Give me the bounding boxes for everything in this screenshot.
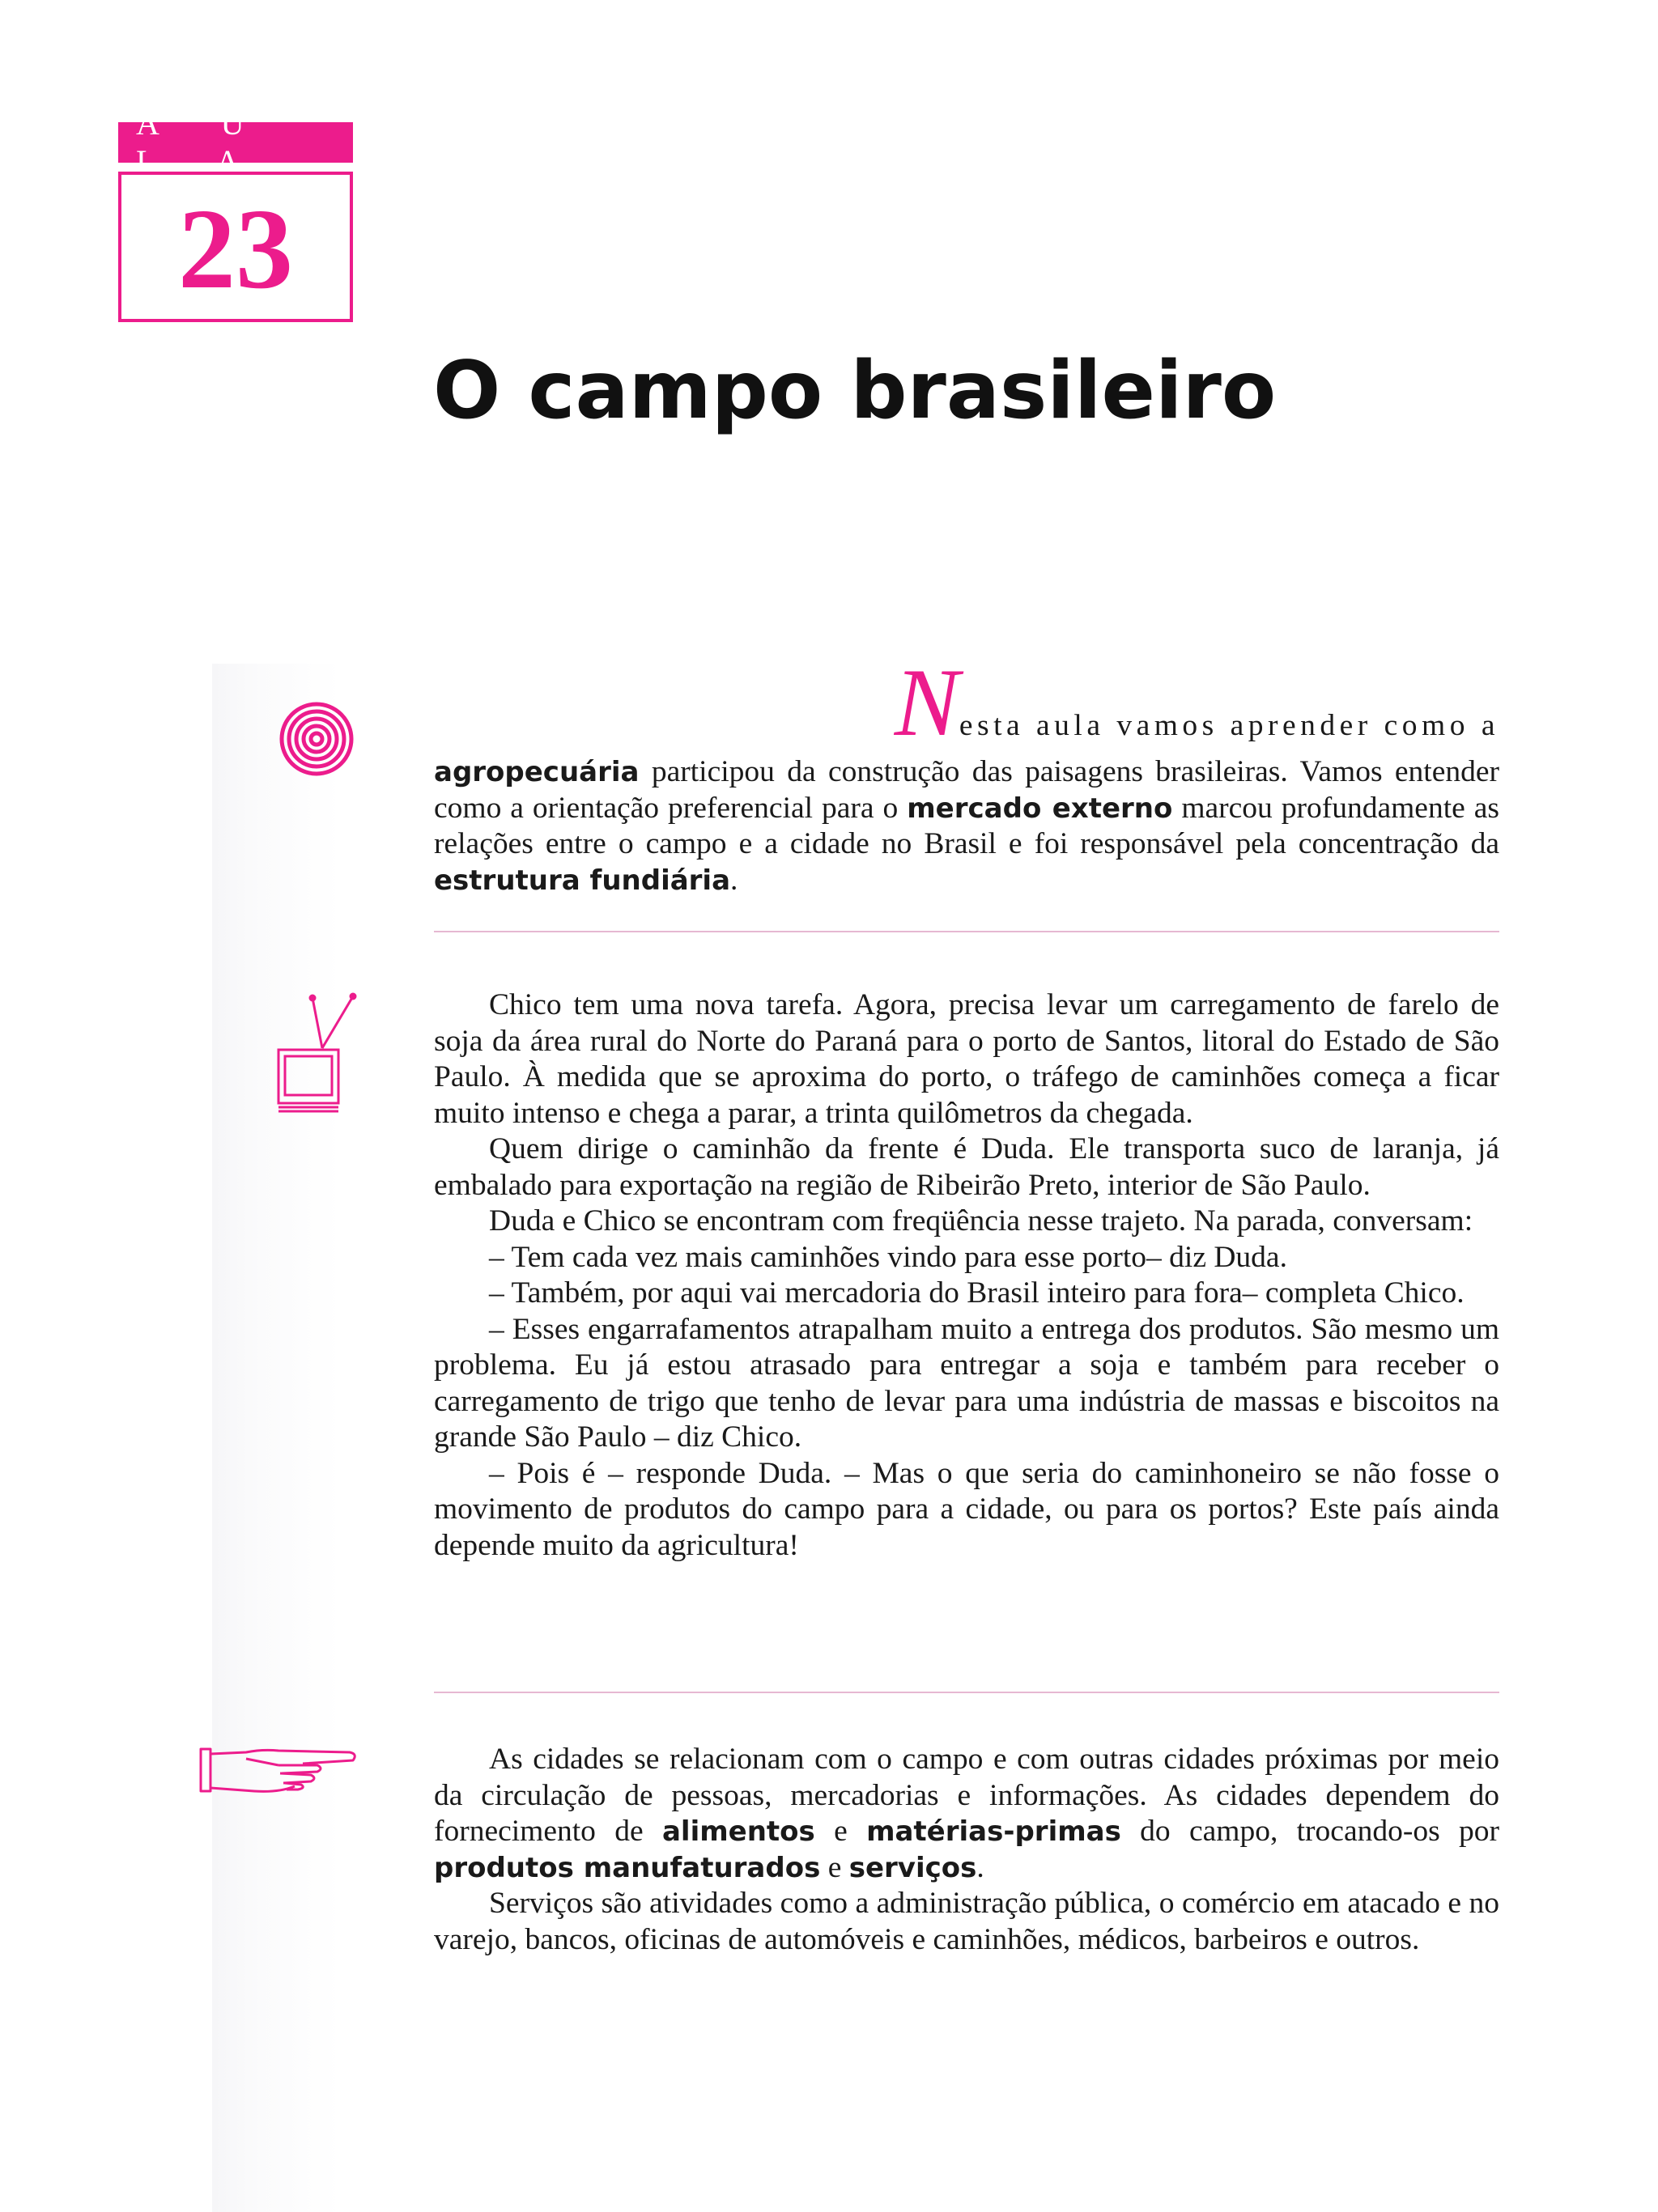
concept-section bbox=[434, 1742, 1499, 1958]
intro-lead-line bbox=[434, 648, 1499, 756]
dialogue-line: – Esses engarrafamentos atrapalham muito a entrega dos produtos. São mesmo um problema. Eu já estou atrasado para entregar a soja e também para receber o carregamento de trigo que tenho de levar para uma indústria de massas e biscoitos na grande São Paulo – diz Chico. bbox=[434, 1312, 1499, 1454]
dialogue-line: – Também, por aqui vai mercadoria do Brasil inteiro para fora– completa Chico. bbox=[489, 1276, 1465, 1310]
concept-text-1: As cidades se relacionam com o campo e com outras cidades próximas por meio da circulação de pessoas, mercadorias e informações. As cidades dependem do fornecimento de bbox=[434, 1743, 1499, 1848]
section-divider bbox=[434, 1692, 1499, 1693]
dialogue-line: – Tem cada vez mais caminhões vindo para esse porto– diz Duda. bbox=[489, 1240, 1287, 1274]
concept-text-2: e bbox=[814, 1815, 867, 1848]
keyword-servicos: serviços bbox=[848, 1851, 977, 1884]
concept-text-5: . bbox=[976, 1850, 984, 1884]
concept-paragraph bbox=[434, 1742, 1499, 1886]
intro-lead: esta aula vamos aprender como a bbox=[959, 709, 1499, 742]
aula-number: 23 bbox=[178, 185, 293, 312]
drop-cap: N bbox=[894, 648, 959, 756]
intro-text-3: . bbox=[730, 863, 738, 897]
page-title: O campo brasileiro bbox=[433, 345, 1277, 437]
aula-label: A U L A bbox=[136, 105, 272, 180]
concept-text-3: do campo, trocando-os por bbox=[1120, 1815, 1499, 1848]
story-paragraph: Duda e Chico se encontram com freqüência nesse trajeto. Na parada, conversam: bbox=[489, 1204, 1473, 1238]
aula-label-bar bbox=[118, 105, 353, 180]
concept-paragraph: Serviços são atividades como a administração pública, o comércio em atacado e no varejo, bancos, oficinas de automóveis e caminhões, médicos, barbeiros e outros. bbox=[434, 1887, 1499, 1956]
section-divider bbox=[434, 931, 1499, 932]
keyword-mercado-externo: mercado externo bbox=[907, 792, 1173, 825]
story-paragraph: Quem dirige o caminhão da frente é Duda. Ele transporta suco de laranja, já embalado para exportação na região de Ribeirão Preto, interior de São Paulo. bbox=[434, 1132, 1499, 1202]
keyword-alimentos: alimentos bbox=[661, 1815, 815, 1848]
concept-text-4: e bbox=[820, 1850, 849, 1884]
tv-icon bbox=[274, 991, 363, 1121]
intro-text-1: participou da construção das paisagens brasileiras. Vamos entender como a orientação preferencial para o bbox=[434, 755, 1499, 825]
keyword-materias-primas: matérias-primas bbox=[866, 1815, 1121, 1848]
intro-paragraph bbox=[434, 754, 1499, 898]
keyword-produtos-manufaturados: produtos manufaturados bbox=[434, 1851, 821, 1884]
keyword-estrutura-fundiaria: estrutura fundiária bbox=[434, 864, 731, 897]
intro-text-2: marcou profundamente as relações entre o campo e a cidade no Brasil e foi responsável pela concentração da bbox=[434, 791, 1499, 860]
story-section bbox=[434, 987, 1499, 1564]
keyword-agropecuaria: agropecuária bbox=[434, 756, 640, 788]
aula-number-box bbox=[118, 172, 353, 322]
intro-section bbox=[434, 648, 1499, 898]
pointing-hand-icon bbox=[198, 1744, 359, 1799]
story-paragraph: Chico tem uma nova tarefa. Agora, precisa levar um carregamento de farelo de soja da área rural do Norte do Paraná para o porto de Santos, litoral do Estado de São Paulo. À medida que se aproxima do porto, o tráfego de caminhões começa a ficar muito intenso e chega a parar, a trinta quilômetros da chegada. bbox=[434, 988, 1499, 1130]
target-icon bbox=[278, 701, 355, 777]
dialogue-line: – Pois é – responde Duda. – Mas o que seria do caminhoneiro se não fosse o movimento de produtos do campo para a cidade, ou para os portos? Este país ainda depende muito da agricultura! bbox=[434, 1456, 1499, 1562]
